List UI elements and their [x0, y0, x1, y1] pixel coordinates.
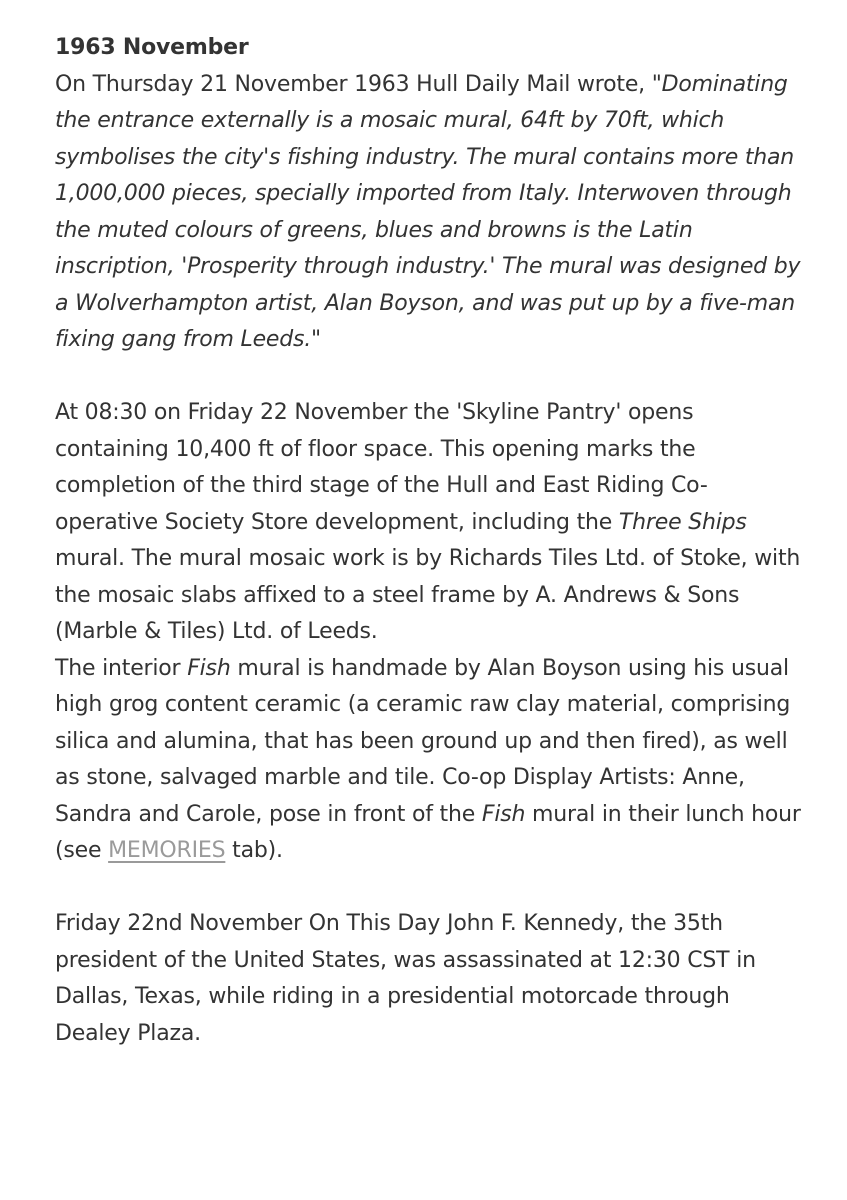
paragraph-fish-mural [55, 651, 805, 870]
fish-text-b: mural is handmade by Alan Boyson using his usual high grog content ceramic (a ceramic raw clay material, comprising silica and alumina, that has been ground up and then fired), as well as stone, salvaged marble and tile. Co-op Display Artists: Anne, Sandra and Carole, pose in front of the [55, 655, 791, 827]
section-heading: 1963 November [55, 35, 249, 60]
memories-link[interactable]: MEMORIES [108, 838, 226, 863]
newspaper-quote: "Dominating the entrance externally is a mosaic mural, 64ft by 70ft, which symbolises the city's fishing industry. The mural contains more than 1,000,000 pieces, specially imported from Italy. Interwoven through the muted colours of greens, blues and browns is the Latin inscription, 'Prosperity through industry.' The mural was designed by a Wolverhampton artist, Alan Boyson, and was put up by a five-man fixing gang from Leeds." [55, 71, 801, 352]
fish-emphasis-1: Fish [187, 655, 231, 681]
paragraph-skyline-pantry [55, 395, 805, 651]
pantry-text-a: At 08:30 on Friday 22 November the 'Skyline Pantry' opens containing 10,400 ft of floor space. This opening marks the completion of the third stage of the Hull and East Riding Co-operative Society Store development, including the [55, 400, 708, 535]
three-ships-emphasis: Three Ships [618, 509, 747, 535]
quote-intro: On Thursday 21 November 1963 Hull Daily Mail wrote, [55, 71, 645, 97]
pantry-text-b: mural. The mural mosaic work is by Richards Tiles Ltd. of Stoke, with the mosaic slabs affixed to a steel frame by A. Andrews & Sons (Marble & Tiles) Ltd. of Leeds. [55, 546, 801, 644]
article-body [55, 30, 805, 1052]
paragraph-spacer [55, 359, 805, 396]
paragraph-newspaper-quote [55, 67, 805, 359]
paragraph-spacer [55, 870, 805, 907]
fish-text-d: tab). [225, 838, 283, 863]
fish-text-a: The interior [55, 655, 188, 681]
fish-emphasis-2: Fish [481, 801, 526, 827]
paragraph-kennedy: Friday 22nd November On This Day John F. Kennedy, the 35th president of the United States, was assassinated at 12:30 CST in Dallas, Texas, while riding in a presidential motorcade through Dealey Plaza. [55, 911, 756, 1046]
fish-text-c: mural in their lunch hour (see [55, 801, 801, 863]
